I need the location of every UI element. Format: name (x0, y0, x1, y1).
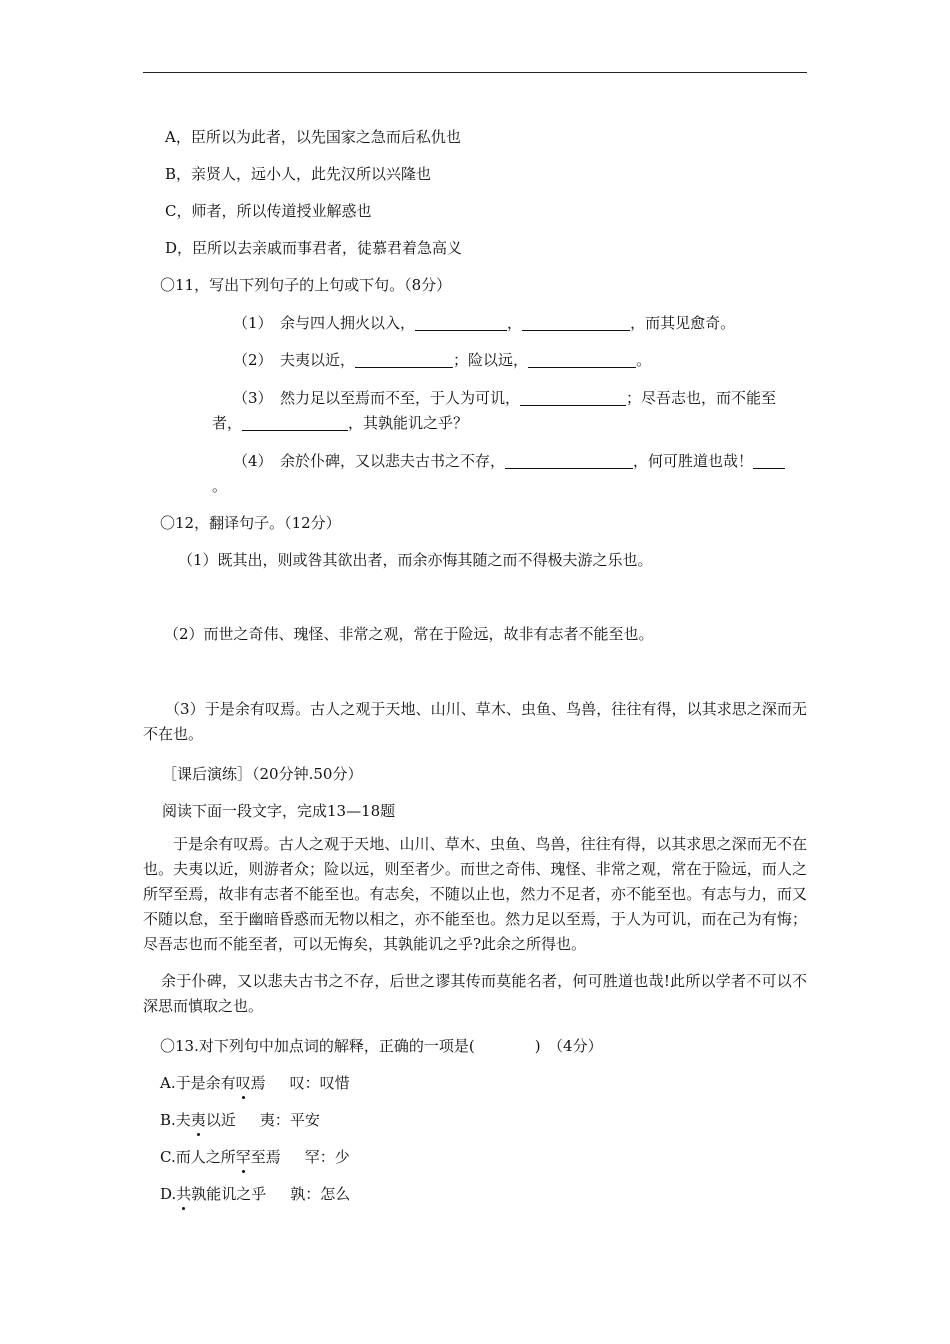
q12-sentence-1: （1）既其出，则或咎其欲出者，而余亦悔其随之而不得极夫游之乐也。 (178, 551, 653, 569)
practice-header: ［课后演练］（20分钟.50分） (162, 765, 363, 783)
emphasis-dot-word: 夷 (190, 1111, 206, 1129)
q13-option-c: C.而人之所罕至焉 罕：少 (160, 1148, 350, 1166)
q11-item-3: （3） 然力足以至焉而不至，于人为可讥， ；尽吾志也，而不能至 (233, 389, 777, 407)
answer-blank[interactable] (522, 314, 630, 331)
q11-item-4: （4） 余於仆碑，又以悲夫古书之不存， ，何可胜道也哉！ (233, 451, 785, 471)
answer-blank[interactable] (753, 452, 785, 469)
emphasis-dot-word: 罕 (235, 1148, 251, 1166)
reading-passage-1: 于是余有叹焉。古人之观于天地、山川、草木、虫鱼、鸟兽，往往有得，以其求思之深而无不在也。夫夷以近，则游者众；险以远，则至者少。而世之奇伟、瑰怪、非常之观，常在于险远，而人之所罕至焉，故非有志者不能至也。有志矣，不随以止也，然力不足者，亦不能至也。有志与力，而又不随以怠，至于幽暗昏惑而无物以相之，亦不能至也。然力足以至焉，于人为可讥，而在己为有悔；尽吾志也而不能至者，可以无悔矣，其孰能讥之乎?此余之所得也。 (143, 835, 807, 953)
q11-item-1: （1） 余与四人拥火以入， ， ，而其见愈奇。 (233, 314, 736, 332)
q11-item-3-cont: 者， ，其孰能讥之乎？ (212, 414, 469, 432)
q11-item-2: （2） 夫夷以近， ；险以远， 。 (233, 351, 652, 369)
q11-title: 〇11，写出下列句子的上句或下句。（8分） (160, 276, 452, 294)
answer-blank[interactable] (242, 414, 348, 431)
option-d: D，臣所以去亲戚而事君者，徒慕君着急高义 (165, 239, 463, 257)
q11-item-4-cont: 。 (212, 477, 228, 495)
q13-option-a: A.于是余有叹焉 叹：叹惜 (160, 1074, 350, 1092)
practice-instruction: 阅读下面一段文字，完成13—18题 (162, 802, 396, 820)
q13-option-b: B.夫夷以近 夷：平安 (160, 1111, 320, 1129)
answer-blank[interactable] (520, 389, 626, 406)
emphasis-dot-word: 共 (176, 1185, 192, 1203)
answer-blank[interactable] (415, 314, 507, 331)
q12-sentence-2: （2）而世之奇伟、瑰怪、非常之观，常在于险远，故非有志者不能至也。 (164, 625, 654, 643)
reading-passage-2: 余于仆碑，又以悲夫古书之不存，后世之谬其传而莫能名者，何可胜道也哉!此所以学者不可以不深思而慎取之也。 (143, 972, 807, 1015)
q12-sentence-3: （3）于是余有叹焉。古人之观于天地、山川、草木、虫鱼、鸟兽，往往有得，以其求思之深而无不在也。 (143, 700, 807, 743)
option-b: B，亲贤人，远小人，此先汉所以兴隆也 (165, 165, 432, 183)
header-rule (143, 72, 807, 73)
emphasis-dot-word: 叹 (235, 1074, 251, 1092)
answer-blank[interactable] (355, 351, 453, 368)
q13-title: 〇13.对下列句中加点词的解释，正确的一项是( ) （4分） (160, 1037, 603, 1055)
option-c: C，师者，所以传道授业解惑也 (165, 202, 372, 220)
q12-title: 〇12，翻译句子。（12分） (160, 514, 341, 532)
option-a: A，臣所以为此者，以先国家之急而后私仇也 (165, 128, 461, 146)
answer-blank[interactable] (505, 452, 633, 469)
q13-option-d: D.共孰能讥之乎 孰：怎么 (160, 1185, 351, 1203)
answer-blank[interactable] (528, 351, 636, 368)
